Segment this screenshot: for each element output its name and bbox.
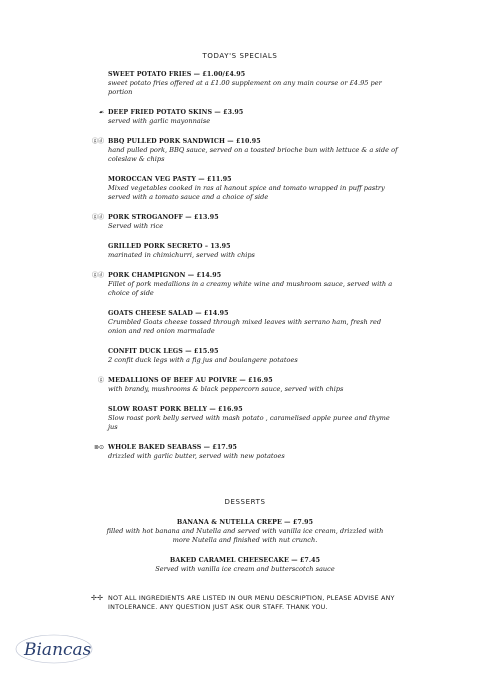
item-description: with brandy, mushrooms & black peppercorn sauce, served with chips <box>108 385 344 393</box>
logo <box>14 630 94 670</box>
item-description: Served with rice <box>108 222 164 230</box>
allergen-warning-icon: ✢✢ <box>91 594 104 602</box>
item-description: Mixed vegetables cooked in ras al hanout spice and tomato wrapped in puff pastry served with a tomato sauce and a choice of side <box>108 184 385 201</box>
logo-text: Biancas <box>24 640 92 660</box>
item-heading: CONFIT DUCK LEGS — £15.95 <box>108 348 219 355</box>
page-title: TODAY'S SPECIALS <box>202 52 278 60</box>
list-item <box>108 405 398 432</box>
item-heading: WHOLE BAKED SEABASS — £17.95 <box>108 444 238 451</box>
item-heading: BBQ PULLED PORK SANDWICH — £10.95 <box>108 138 261 145</box>
fish-icon: ⋑⊙ <box>93 444 104 451</box>
desserts-section <box>100 498 390 585</box>
allergen-icons: ⓖⓓ <box>91 272 104 279</box>
item-description: hand pulled pork, BBQ sauce, served on a toasted brioche bun with lettuce & a side of coleslaw & chips <box>108 146 398 163</box>
list-item <box>91 213 398 231</box>
list-item <box>108 347 398 365</box>
item-description: Slow roast pork belly served with mash potato , caramelised apple puree and thyme jus <box>108 414 390 431</box>
allergen-icons: ⓖⓓ <box>91 138 104 145</box>
item-heading: GRILLED PORK SECRETO – 13.95 <box>108 243 231 250</box>
dessert-item <box>100 518 390 545</box>
dessert-heading: BANANA & NUTELLA CREPE — £7.95 <box>176 519 314 526</box>
item-heading: GOATS CHEESE SALAD — £14.95 <box>108 310 229 317</box>
item-description: served with garlic mayonnaise <box>108 117 211 125</box>
allergen-icons: ⓖⓓ <box>91 214 104 221</box>
item-heading: MEDALLIONS OF BEEF AU POIVRE — £16.95 <box>108 377 273 384</box>
vegetarian-icon: ☙ <box>98 109 104 116</box>
dessert-heading: BAKED CARAMEL CHEESECAKE — £7.45 <box>169 557 321 564</box>
list-item <box>93 443 398 461</box>
list-item <box>97 376 398 394</box>
desserts-title: DESSERTS <box>224 498 266 506</box>
item-description: sweet potato fries offered at a £1.00 supplement on any main course or £4.95 per portion <box>108 79 382 96</box>
logo-mark <box>14 630 94 666</box>
item-heading: PORK CHAMPIGNON — £14.95 <box>108 272 222 279</box>
allergen-icon: ⓖ <box>97 377 104 384</box>
list-item <box>108 70 398 97</box>
item-description: marinated in chimichurri, served with chips <box>108 251 255 259</box>
item-heading: PORK STROGANOFF — £13.95 <box>108 214 219 221</box>
specials-list <box>91 70 398 472</box>
item-description: Crumbled Goats cheese tossed through mixed leaves with serrano ham, fresh red onion and red onion marmalade <box>108 318 382 335</box>
item-heading: MOROCCAN VEG PASTY — £11.95 <box>108 176 232 183</box>
list-item <box>91 271 398 298</box>
allergen-notice-text: NOT ALL INGREDIENTS ARE LISTED IN OUR MENU DESCRIPTION, PLEASE ADVISE ANY INTOLERANCE. ANY QUESTION JUST ASK OUR STAFF. THANK YOU. <box>108 594 395 611</box>
item-description: drizzled with garlic butter, served with new potatoes <box>108 452 285 460</box>
dessert-item <box>100 556 390 574</box>
item-heading: SLOW ROAST PORK BELLY — £16.95 <box>108 406 243 413</box>
list-item <box>91 137 398 164</box>
list-item <box>108 309 398 336</box>
item-heading: SWEET POTATO FRIES — £1.00/£4.95 <box>108 71 246 78</box>
item-description: Fillet of pork medallions in a creamy white wine and mushroom sauce, served with a choice of side <box>108 280 393 297</box>
dessert-description: filled with hot banana and Nutella and served with vanilla ice cream, drizzled with more Nutella and finished with nut crunch. <box>106 527 384 544</box>
list-item <box>98 108 398 126</box>
list-item <box>108 242 398 260</box>
allergen-notice <box>91 594 408 612</box>
dessert-description: Served with vanilla ice cream and butterscotch sauce <box>155 565 335 573</box>
item-description: 2 confit duck legs with a fig jus and boulangere potatoes <box>108 356 298 364</box>
list-item <box>108 175 398 202</box>
item-heading: DEEP FRIED POTATO SKINS — £3.95 <box>108 109 244 116</box>
